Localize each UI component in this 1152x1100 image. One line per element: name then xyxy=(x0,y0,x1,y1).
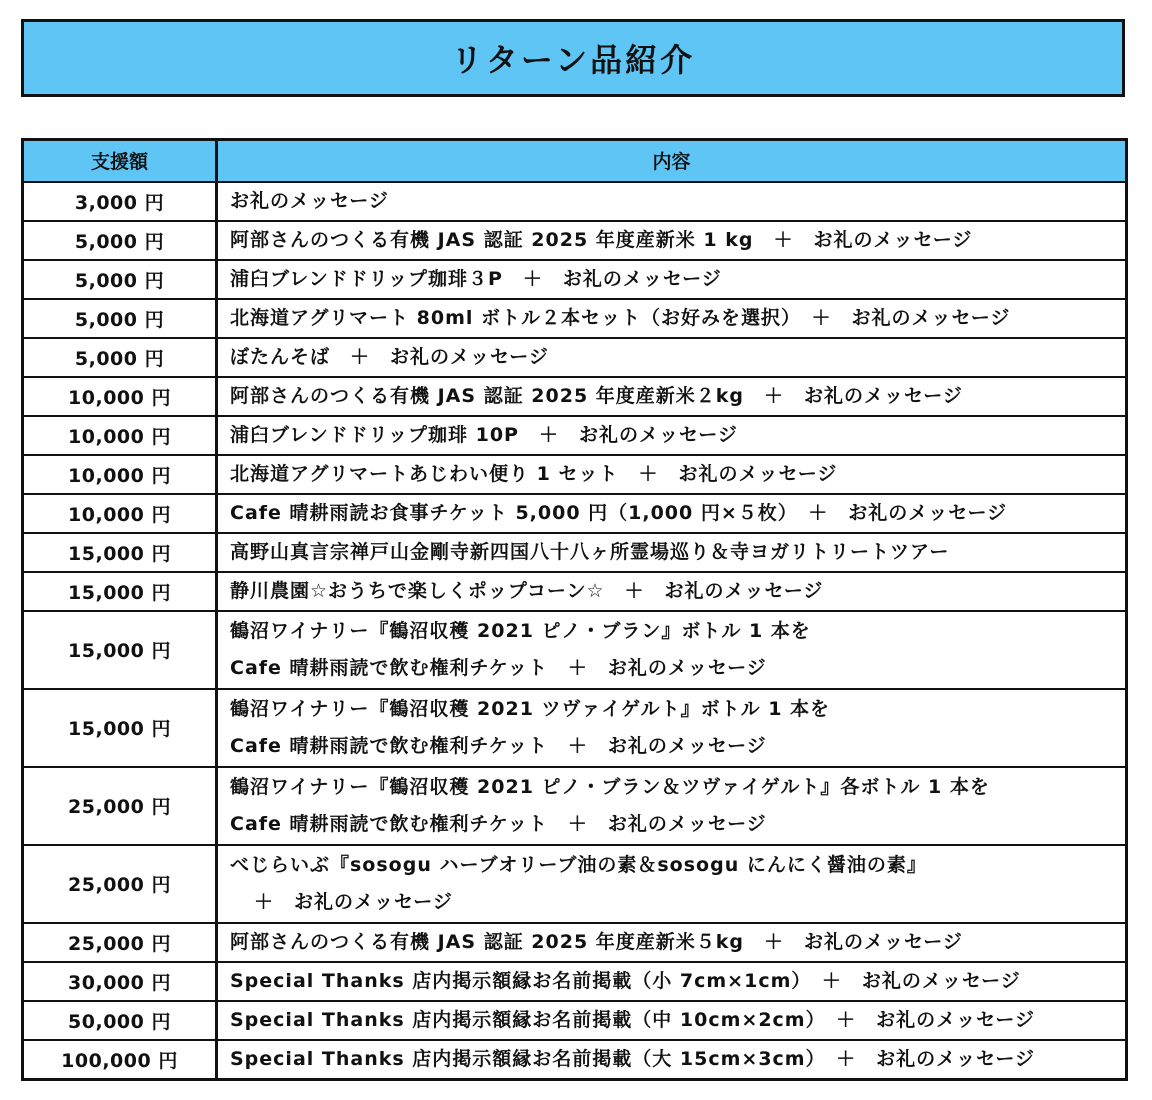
reward-content xyxy=(217,572,1127,611)
support-amount: 3,000 円 xyxy=(23,182,217,221)
reward-content-line: 鶴沼ワイナリー『鶴沼収穫 2021 ツヴァイゲルト』ボトル 1 本を xyxy=(230,697,831,720)
reward-content-line: Cafe 晴耕雨読で飲む権利チケット ＋ お礼のメッセージ xyxy=(230,734,767,757)
support-amount: 15,000 円 xyxy=(23,533,217,572)
reward-content-line: ＋ お礼のメッセージ xyxy=(254,890,453,913)
table-row xyxy=(23,338,1127,377)
reward-content-line: Cafe 晴耕雨読で飲む権利チケット ＋ お礼のメッセージ xyxy=(230,812,767,835)
table-row xyxy=(23,1040,1127,1080)
reward-content-line: べじらいぶ『sosogu ハーブオリーブ油の素＆sosogu にんにく醤油の素』 xyxy=(230,853,927,876)
reward-content xyxy=(217,845,1127,923)
reward-content xyxy=(217,260,1127,299)
support-amount: 25,000 円 xyxy=(23,923,217,962)
support-amount: 30,000 円 xyxy=(23,962,217,1001)
support-amount: 5,000 円 xyxy=(23,338,217,377)
reward-content xyxy=(217,299,1127,338)
table-row xyxy=(23,182,1127,221)
reward-content-line: Special Thanks 店内掲示額縁お名前掲載（大 15cm×3cm） ＋ お礼のメッセージ xyxy=(230,1047,1035,1070)
table-row xyxy=(23,923,1127,962)
table-row xyxy=(23,572,1127,611)
support-amount: 100,000 円 xyxy=(23,1040,217,1080)
support-amount: 25,000 円 xyxy=(23,767,217,845)
reward-content xyxy=(217,416,1127,455)
reward-content-line: 阿部さんのつくる有機 JAS 認証 2025 年度産新米２kg ＋ お礼のメッセージ xyxy=(230,384,963,407)
table-row xyxy=(23,494,1127,533)
table-row xyxy=(23,962,1127,1001)
table-row xyxy=(23,1001,1127,1040)
reward-content xyxy=(217,221,1127,260)
reward-content xyxy=(217,767,1127,845)
support-amount: 10,000 円 xyxy=(23,455,217,494)
reward-content-line: お礼のメッセージ xyxy=(230,189,389,212)
support-amount: 10,000 円 xyxy=(23,494,217,533)
reward-content xyxy=(217,962,1127,1001)
reward-content xyxy=(217,455,1127,494)
reward-content-line: 阿部さんのつくる有機 JAS 認証 2025 年度産新米５kg ＋ お礼のメッセージ xyxy=(230,930,963,953)
support-amount: 15,000 円 xyxy=(23,611,217,689)
reward-content xyxy=(217,689,1127,767)
reward-content xyxy=(217,923,1127,962)
support-amount: 25,000 円 xyxy=(23,845,217,923)
reward-content xyxy=(217,611,1127,689)
table-row xyxy=(23,455,1127,494)
support-amount: 5,000 円 xyxy=(23,221,217,260)
reward-content-line: 北海道アグリマートあじわい便り 1 セット ＋ お礼のメッセージ xyxy=(230,462,838,485)
table-row xyxy=(23,299,1127,338)
page-title: リターン品紹介 xyxy=(21,19,1125,97)
reward-content xyxy=(217,338,1127,377)
reward-content-line: 静川農園☆おうちで楽しくポップコーン☆ ＋ お礼のメッセージ xyxy=(230,579,824,602)
reward-content-line: Cafe 晴耕雨読で飲む権利チケット ＋ お礼のメッセージ xyxy=(230,656,767,679)
support-amount: 10,000 円 xyxy=(23,416,217,455)
support-amount: 5,000 円 xyxy=(23,299,217,338)
table-row xyxy=(23,767,1127,845)
table-row xyxy=(23,260,1127,299)
reward-content-line: 北海道アグリマート 80ml ボトル２本セット（お好みを選択） ＋ お礼のメッセージ xyxy=(230,306,1011,329)
reward-content xyxy=(217,1040,1127,1080)
reward-content-line: ぼたんそば ＋ お礼のメッセージ xyxy=(230,345,549,368)
support-amount: 5,000 円 xyxy=(23,260,217,299)
reward-content-line: 鶴沼ワイナリー『鶴沼収穫 2021 ピノ・ブラン』ボトル 1 本を xyxy=(230,619,811,642)
support-amount: 50,000 円 xyxy=(23,1001,217,1040)
header-amount: 支援額 xyxy=(23,140,217,182)
rewards-table xyxy=(21,138,1128,1081)
reward-content-line: Special Thanks 店内掲示額縁お名前掲載（小 7cm×1cm） ＋ お礼のメッセージ xyxy=(230,969,1021,992)
reward-content xyxy=(217,377,1127,416)
table-row xyxy=(23,611,1127,689)
table-header-row xyxy=(23,140,1127,182)
table-row xyxy=(23,689,1127,767)
support-amount: 10,000 円 xyxy=(23,377,217,416)
table-row xyxy=(23,533,1127,572)
table-row xyxy=(23,377,1127,416)
support-amount: 15,000 円 xyxy=(23,572,217,611)
reward-content xyxy=(217,1001,1127,1040)
reward-content-line: 浦臼ブレンドドリップ珈琲 10P ＋ お礼のメッセージ xyxy=(230,423,738,446)
reward-content-line: 浦臼ブレンドドリップ珈琲３P ＋ お礼のメッセージ xyxy=(230,267,722,290)
reward-content-line: 鶴沼ワイナリー『鶴沼収穫 2021 ピノ・ブラン＆ツヴァイゲルト』各ボトル 1 本を xyxy=(230,775,990,798)
reward-content-line: Special Thanks 店内掲示額縁お名前掲載（中 10cm×2cm） ＋ お礼のメッセージ xyxy=(230,1008,1035,1031)
reward-content xyxy=(217,494,1127,533)
table-row xyxy=(23,221,1127,260)
table-row xyxy=(23,416,1127,455)
reward-content-line: Cafe 晴耕雨読お食事チケット 5,000 円（1,000 円×５枚） ＋ お礼のメッセージ xyxy=(230,501,1008,524)
header-content: 内容 xyxy=(217,140,1127,182)
reward-content xyxy=(217,533,1127,572)
reward-content xyxy=(217,182,1127,221)
reward-content-line: 阿部さんのつくる有機 JAS 認証 2025 年度産新米 1 kg ＋ お礼のメッセージ xyxy=(230,228,973,251)
table-row xyxy=(23,845,1127,923)
support-amount: 15,000 円 xyxy=(23,689,217,767)
table-body xyxy=(23,182,1127,1080)
reward-content-line: 高野山真言宗禅戸山金剛寺新四国八十八ヶ所霊場巡り＆寺ヨガリトリートツアー xyxy=(230,540,950,563)
